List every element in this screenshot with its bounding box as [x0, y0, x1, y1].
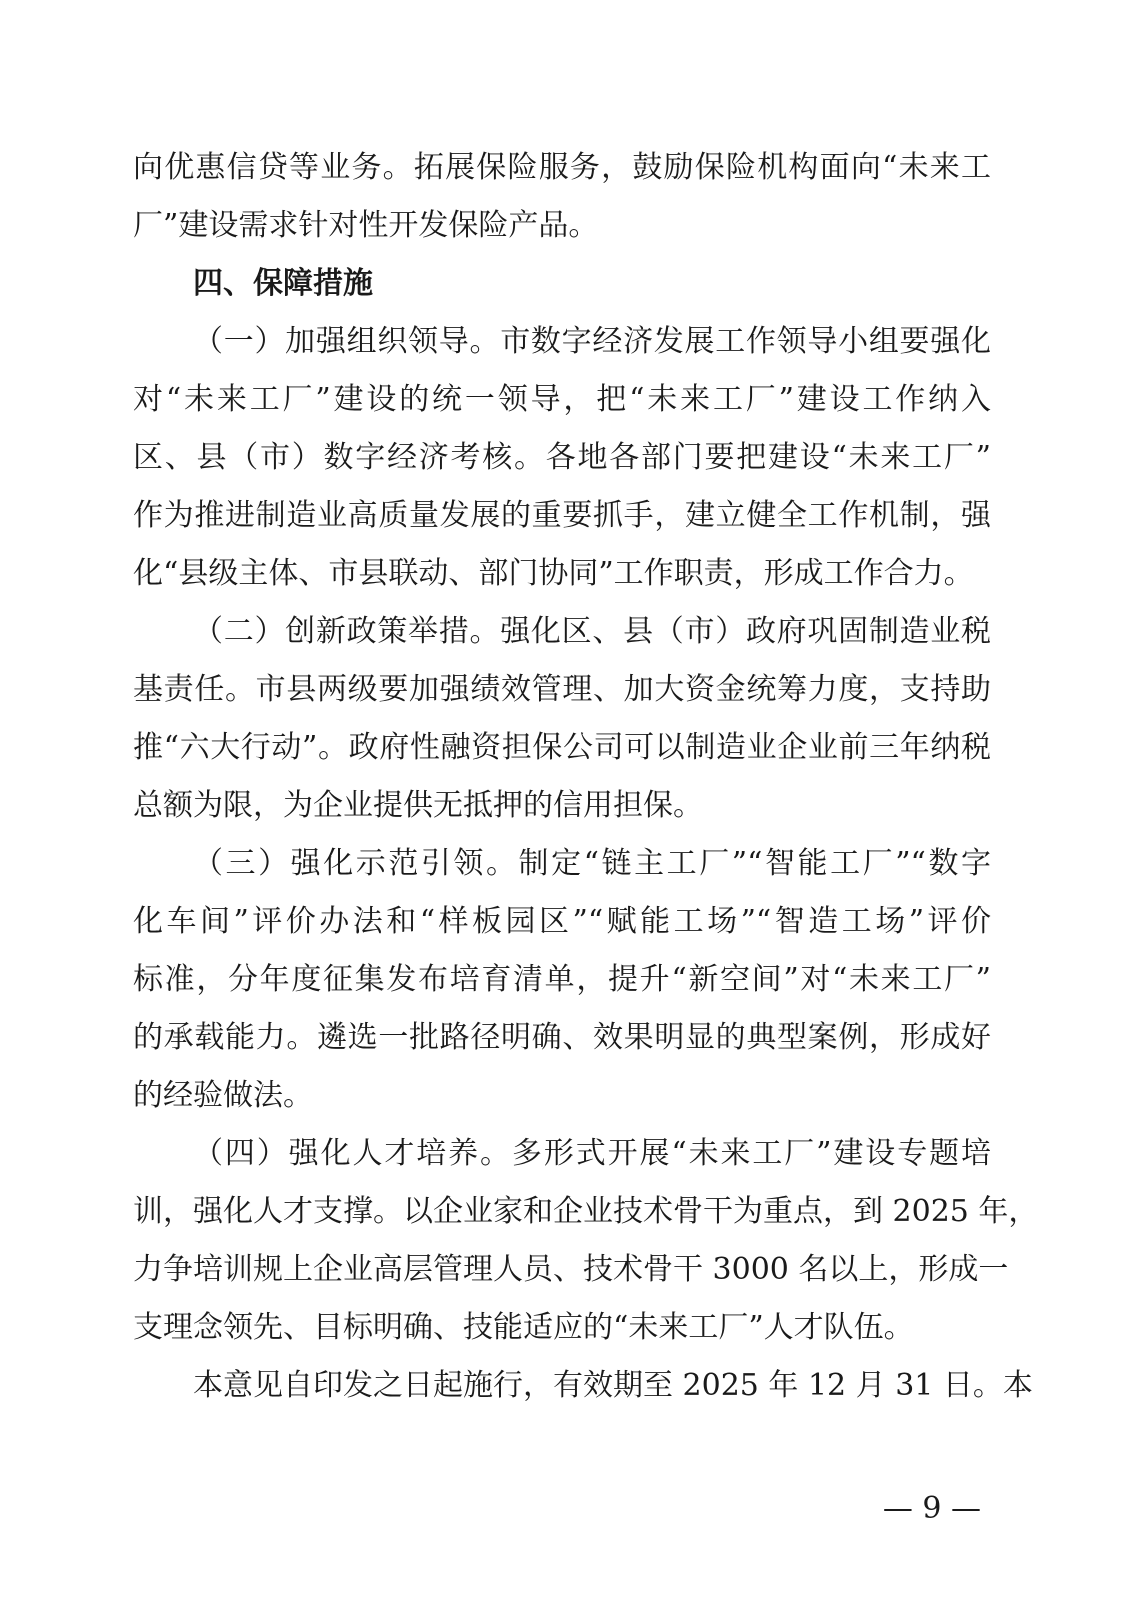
- paragraph-line: 力争培训规上企业高层管理人员、技术骨干 3000 名以上，形成一: [133, 1252, 1009, 1287]
- paragraph-line: 支理念领先、目标明确、技能适应的“未来工厂”人才队伍。: [133, 1310, 914, 1345]
- paragraph-line: 推“六大行动”。政府性融资担保公司可以制造业企业前三年纳税: [133, 730, 991, 765]
- paragraph-line: 对“未来工厂”建设的统一领导，把“未来工厂”建设工作纳入: [133, 382, 991, 417]
- section-heading: 四、保障措施: [193, 266, 373, 301]
- paragraph-line: 作为推进制造业高质量发展的重要抓手，建立健全工作机制，强: [133, 498, 991, 533]
- paragraph-line: （三）强化示范引领。制定“链主工厂”“智能工厂”“数字: [193, 846, 991, 881]
- paragraph-line: 训，强化人才支撑。以企业家和企业技术骨干为重点，到 2025 年，: [133, 1194, 1039, 1229]
- paragraph-line: 向优惠信贷等业务。拓展保险服务，鼓励保险机构面向“未来工: [133, 150, 991, 185]
- paragraph-line: 本意见自印发之日起施行，有效期至 2025 年 12 月 31 日。本: [193, 1368, 1033, 1403]
- paragraph-line: 的经验做法。: [133, 1078, 313, 1113]
- paragraph-line: 厂”建设需求针对性开发保险产品。: [133, 208, 599, 243]
- paragraph-line: （二）创新政策举措。强化区、县（市）政府巩固制造业税: [193, 614, 991, 649]
- paragraph-line: 化“县级主体、市县联动、部门协同”工作职责，形成工作合力。: [133, 556, 974, 591]
- page-number: — 9 —: [882, 1491, 981, 1526]
- paragraph-line: （四）强化人才培养。多形式开展“未来工厂”建设专题培: [193, 1136, 991, 1171]
- paragraph-line: 基责任。市县两级要加强绩效管理、加大资金统筹力度，支持助: [133, 672, 991, 707]
- paragraph-line: 化车间”评价办法和“样板园区”“赋能工场”“智造工场”评价: [133, 904, 991, 939]
- paragraph-line: 总额为限，为企业提供无抵押的信用担保。: [133, 788, 703, 823]
- paragraph-line: 的承载能力。遴选一批路径明确、效果明显的典型案例，形成好: [133, 1020, 991, 1055]
- paragraph-line: 标准，分年度征集发布培育清单，提升“新空间”对“未来工厂”: [133, 962, 991, 997]
- paragraph-line: 区、县（市）数字经济考核。各地各部门要把建设“未来工厂”: [133, 440, 991, 475]
- paragraph-line: （一）加强组织领导。市数字经济发展工作领导小组要强化: [193, 324, 991, 359]
